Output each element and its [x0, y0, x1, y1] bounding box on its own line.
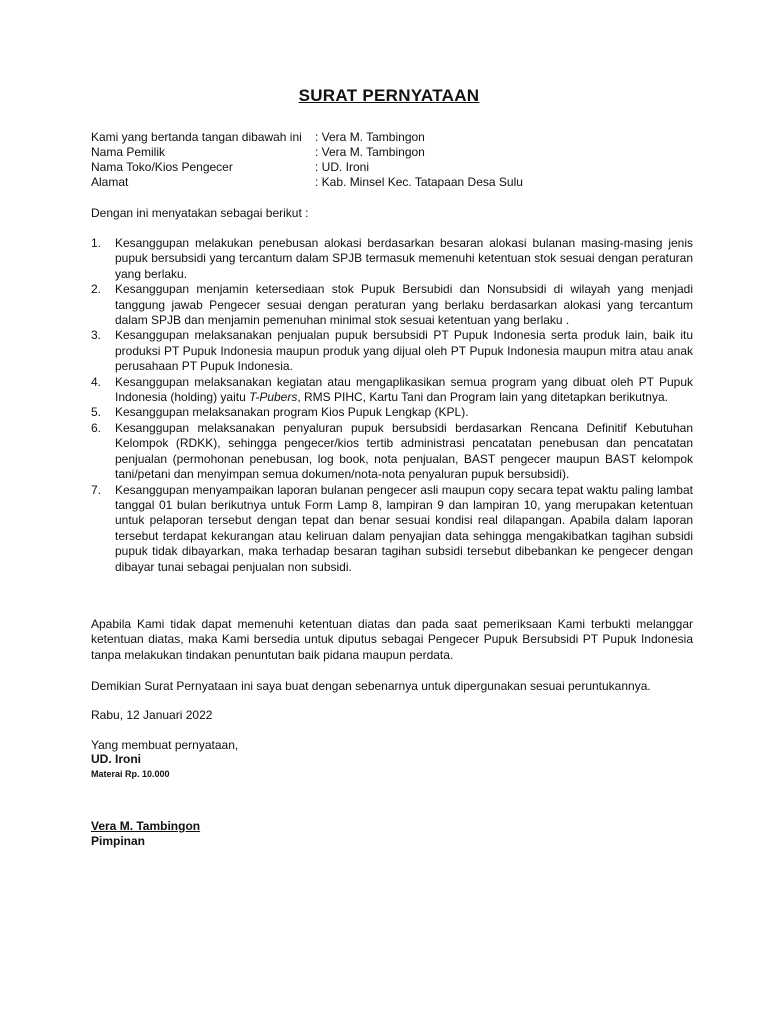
- place-date: Rabu, 12 Januari 2022: [91, 708, 213, 722]
- identity-value: : Kab. Minsel Kec. Tatapaan Desa Sulu: [315, 175, 523, 189]
- signature-intro: Yang membuat pernyataan,: [91, 738, 239, 752]
- statement-item: [91, 375, 693, 406]
- statement-text: Kesanggupan menjamin ketersediaan stok Pupuk Bersubidi dan Nonsubsidi di wilayah yang menjadi tanggung jawab Pengecer sesuai dengan peraturan yang berlaku berdasarkan alokasi yang tercantum dalam SPJB dan menjamin pemenuhan minimal stok sesuai ketentuan yang berlaku .: [115, 282, 693, 328]
- identity-value: : Vera M. Tambingon: [315, 145, 425, 159]
- identity-value: : Vera M. Tambingon: [315, 130, 425, 144]
- statement-text: Kesanggupan menyampaikan laporan bulanan pengecer asli maupun copy secara tepat waktu paling lambat tanggal 01 bulan berikutnya untuk Form Lamp 8, lampiran 9 dan lampiran 10, yang merupakan ketentuan untuk pelaporan tersebut dengan tepat dan benar sesuai kondisi real dilapangan. Apabila dalam laporan tersebut terdapat kekurangan atau keliruan dalam penyajian data sehingga mengakibatkan tagihan subsidi pupuk tidak dibayarkan, maka terhadap besaran tagihan subsidi tersebut dibebankan ke pengecer dengan dibayar tunai sebagai penjualan non subsidi.: [115, 482, 693, 574]
- statement-number: 4.: [91, 374, 102, 389]
- stamp-label: Materai Rp. 10.000: [91, 769, 170, 779]
- identity-row-owner: [91, 145, 691, 160]
- identity-label: Nama Toko/Kios Pengecer: [91, 160, 233, 174]
- statement-text: Kesanggupan melaksanakan kegiatan atau mengaplikasikan semua program yang dibuat oleh PT Pupuk Indonesia (holding) yaitu T-Pubers, RMS PIHC, Kartu Tani dan Program lain yang ditetapkan berikutnya.: [115, 374, 693, 405]
- statement-list: [91, 236, 693, 575]
- statement-item: [91, 421, 693, 483]
- statement-item: [91, 405, 693, 420]
- signatory-position: Pimpinan: [91, 834, 146, 848]
- identity-row-store: [91, 160, 691, 175]
- identity-value: : UD. Ironi: [315, 160, 370, 174]
- statement-text: Kesanggupan melaksanakan program Kios Pupuk Lengkap (KPL).: [115, 405, 469, 420]
- statement-text: Kesanggupan melaksanakan penyaluran pupuk bersubsidi berdasarkan Rencana Definitif Kebutuhan Kelompok (RDKK), sehingga pengecer/kios tertib administrasi pencatatan penebusan dan pencatatan penjualan (permohonan penebusan, log book, nota penjualan, BAST pengecer maupun BAST kelompok tani/petani dan menyimpan semua dokumen/nota-nota penyaluran pupuk bersubsidi).: [115, 420, 693, 482]
- statement-number: 2.: [91, 282, 102, 297]
- statement-number: 5.: [91, 405, 102, 420]
- identity-row-signatory: [91, 130, 691, 145]
- closing-statement: Demikian Surat Pernyataan ini saya buat dengan sebenarnya untuk dipergunakan sesuai peruntukannya.: [91, 679, 651, 693]
- statement-number: 7.: [91, 482, 102, 497]
- document-title: SURAT PERNYATAAN: [298, 86, 480, 105]
- statement-number: 1.: [91, 236, 102, 250]
- identity-label: Kami yang bertanda tangan dibawah ini: [91, 130, 302, 144]
- statement-item: [91, 328, 693, 374]
- identity-label: Nama Pemilik: [91, 145, 166, 159]
- statement-text: Kesanggupan melaksanakan penjualan pupuk bersubsidi PT Pupuk Indonesia serta produk lain, baik itu produksi PT Pupuk Indonesia maupun produk yang dijual oleh PT Pupuk Indonesia maupun mitra atau anak perusahaan PT Pupuk Indonesia.: [115, 328, 693, 374]
- signature-company: UD. Ironi: [91, 752, 141, 766]
- statement-number: 6.: [91, 420, 102, 435]
- statement-text: Kesanggupan melakukan penebusan alokasi berdasarkan besaran alokasi bulanan masing-masing jenis pupuk bersubsidi yang tercantum dalam SPJB termasuk memenuhi ketentuan stok sesuai dengan peraturan yang berlaku.: [115, 236, 693, 281]
- identity-row-address: [91, 175, 691, 190]
- statement-number: 3.: [91, 328, 102, 343]
- identity-block: [91, 130, 691, 190]
- closing-paragraph: Apabila Kami tidak dapat memenuhi ketentuan diatas dan pada saat pemeriksaan Kami terbukti melanggar ketentuan diatas, maka Kami bersedia untuk diputus sebagai Pengecer Pupuk Bersubsidi PT Pupuk Indonesia tanpa melakukan tindakan penuntutan baik pidana maupun perdata.: [91, 617, 693, 662]
- statement-item: [91, 282, 693, 328]
- identity-label: Alamat: [91, 175, 129, 189]
- signatory-name: Vera M. Tambingon: [91, 819, 201, 833]
- statement-item: [91, 483, 693, 575]
- statement-item: [91, 236, 693, 282]
- intro-text: Dengan ini menyatakan sebagai berikut :: [91, 206, 309, 220]
- program-name-italic: T-Pubers: [249, 390, 298, 405]
